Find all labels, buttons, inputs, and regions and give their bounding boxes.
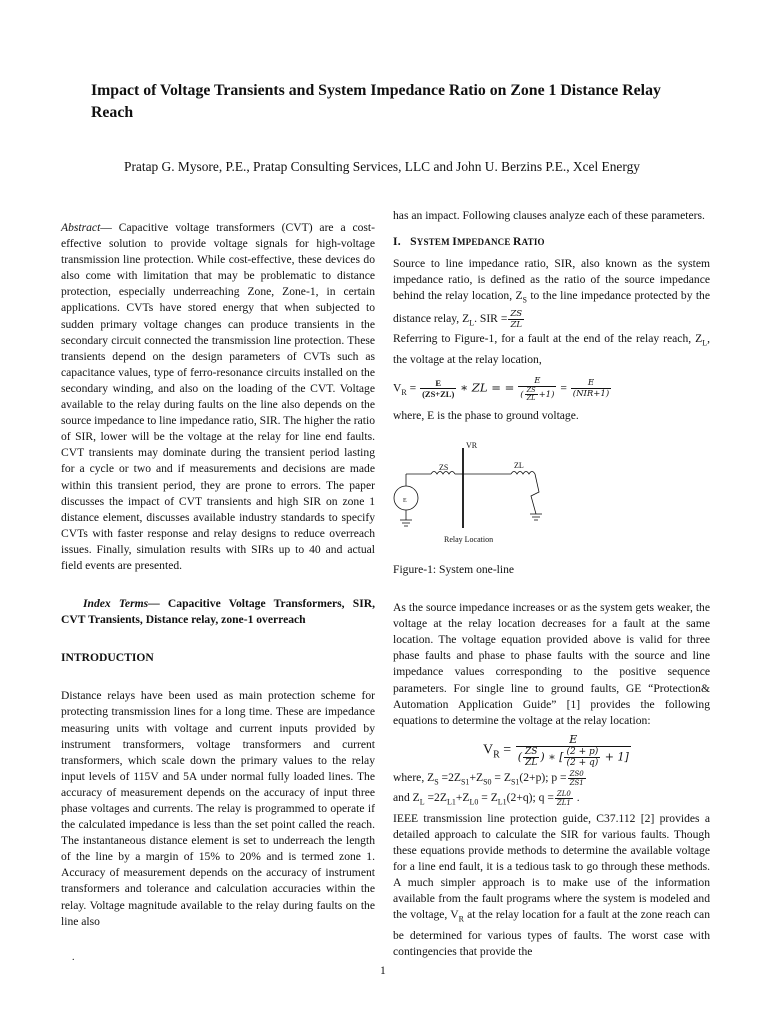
section-heading-part: YSTEM (416, 237, 453, 248)
equals-sign: = (560, 381, 567, 395)
abstract-label: Abstract (61, 221, 101, 234)
index-terms-label: Index Terms (83, 597, 149, 611)
fraction-numerator: ZS (525, 746, 538, 757)
section-heading-part: R (513, 235, 522, 249)
def-text: where, Z (393, 770, 435, 784)
fraction-denominator: ( $\frac{ZS}{ZL}$ ) ∗ [ $\frac{(2 + p)}{(2 + q)}$ + 1] (517, 746, 629, 768)
subscript: S1 (460, 777, 470, 787)
sequence-paragraph: As the source impedance increases or as the system gets weaker, the voltage at the relay location decreases for a fault at the same location. The voltage equation provided above is valid for three phase faults and phase to phase faults with the source and line impedance values corresponding to the positive sequence parameters. For single line to ground faults, GE “Protection& Automation Application Guide” [1] provides the following equations to determine the voltage at the relay location: (393, 601, 710, 727)
subscript: S (522, 295, 527, 305)
equation-fraction (420, 378, 456, 399)
equation-mid: ∗ ZL = = (460, 380, 515, 395)
zl-label: ZL (514, 460, 524, 470)
equation-lhs: V (393, 381, 402, 395)
right-column (393, 208, 710, 960)
subscript: S (434, 777, 439, 787)
subscript: S1 (510, 777, 520, 787)
index-terms-text: Capacitive Voltage Transformers, SIR, CVT Transients, Distance relay, zone-1 overreach (61, 597, 375, 627)
def-text: = Z (491, 770, 511, 784)
def-text: =2Z (438, 770, 461, 784)
p-fraction (568, 770, 586, 787)
index-terms-dash: — (148, 597, 160, 611)
fraction-denominator: ZL (526, 393, 536, 402)
def-text: = Z (478, 791, 498, 805)
voltage-equation: $V_R$ = $\frac{E}{(ZS+ZL)}$ ∗ ZL = = E ( $\frac{ZS}{ZL}$ +1) = $\frac{E}{\text{(NIR+1)}}$ (393, 375, 610, 402)
section-heading-part: S (410, 235, 417, 249)
ieee-paragraph (393, 811, 710, 960)
slg-voltage-equation: $V_R$ = E ( $\frac{ZS}{ZL}$ ) ∗ [ $\frac{(2 + p)}{(2 + q)}$ + 1] (483, 732, 629, 768)
author-line: Pratap G. Mysore, P.E., Pratap Consulting Services, LLC and John U. Berzins P.E., Xcel Energy (124, 159, 640, 174)
section-heading-part: ATIO (521, 237, 545, 248)
fraction-denominator: (2 + q) (566, 757, 599, 768)
introduction-heading: INTRODUCTION (61, 651, 154, 665)
section-number: I. (393, 235, 401, 249)
figure-reference-text (393, 331, 710, 368)
fraction-denominator: ZL1 (556, 799, 571, 808)
abstract-text: Capacitive voltage transformers (CVT) are a cost-effective solution to provide voltage signals for high-voltage transmission line protection. While cost-effective, these devices do also come with limitation that may be problematic to distance protection, especially underreaching Zone, Zone-1, in certain applications. CVTs have stored energy that when subjected to sudden primary voltage changes can produce transients in the secondary circuit connected the transmission line protection. These transients depend on the design parameters of CVTs such as capacitance values, type of ferro-resonance circuits installed on the secondary winding, and also on the loading of the CVT. Voltage available to the relay during faults on the line also depends on the source impedance to line impedance ratio, SIR. The higher the ratio of SIR, lower will be the voltage at the relay for line end faults. CVT transients may dominate during the transient period lasting for a cycle or two and if measurements and decisions are made within this transient period, they are prone to errors. The paper discusses the impact of CVT transients and high SIR on zone 1 distance element, discusses available industry standards to specify CVTs with faster response and relay designs to reduce overreach issues. Finally, simulation results with SIRs up to 40 and actual field events are presented. (61, 221, 375, 572)
subscript: R (401, 387, 407, 397)
fraction-numerator: ZS (510, 308, 523, 319)
index-terms (61, 596, 375, 628)
sir-fraction (508, 309, 524, 330)
fraction-denominator: (ZS+ZL) (422, 389, 455, 400)
def-text: =2Z (424, 791, 447, 805)
def-text: +Z (455, 791, 470, 805)
abstract (61, 220, 375, 574)
subscript: L1 (497, 797, 507, 807)
nested-fraction (523, 747, 539, 768)
source-label: E (403, 497, 407, 504)
continuation-text: has an impact. Following clauses analyze each of these parameters. (393, 209, 705, 222)
fault-symbol (531, 474, 539, 514)
abstract-dash: — (100, 221, 112, 234)
vr-label: VR (466, 440, 478, 450)
equation-fraction (571, 378, 611, 399)
fraction-numerator: E (571, 378, 611, 389)
page-number: 1 (380, 964, 386, 977)
figure-caption: Figure-1: System one-line (393, 562, 515, 576)
fraction-numerator: E (420, 378, 456, 389)
q-fraction (555, 790, 573, 807)
ref-text-a: Referring to Figure-1, for a fault at the end of the relay reach, Z (393, 332, 703, 346)
fraction-tail: + 1] (604, 750, 629, 764)
sir-text-a: Source to line impedance ratio, SIR, also known as the system impedance ratio, is defined as the ratio of the source impedance behind the relay location, Z (393, 257, 710, 303)
fraction-numerator: E (518, 376, 556, 387)
fraction-numerator: ZL0 (556, 790, 571, 799)
relay-location-label: Relay Location (444, 534, 494, 544)
equation-note: where, E is the phase to ground voltage. (393, 408, 579, 422)
paper-title: Impact of Voltage Transients and System Impedance Ratio on Zone 1 Distance Relay Reach (91, 82, 661, 121)
ieee-text-b: at the relay location for a fault at the zone reach can be determined for various types of faults. The worst case with contingencies that provide the (393, 908, 710, 958)
one-line-diagram (393, 428, 710, 556)
fraction-denominator: ZS1 (569, 778, 584, 787)
fraction-numerator: (2 + p) (566, 746, 599, 757)
def-text: (2+q); q = (506, 791, 554, 805)
sir-text-b: to the line impedance protected by the distance relay, Z (393, 289, 710, 325)
nested-fraction (525, 387, 538, 402)
fraction-denominator: ZL (525, 757, 538, 768)
system-one-line-figure (393, 428, 710, 556)
fraction-numerator: E (516, 733, 631, 747)
section-heading (393, 234, 710, 250)
fraction-numerator: ZS0 (569, 769, 584, 778)
fraction-numerator: ZS (526, 385, 536, 394)
def-text: . (573, 791, 580, 805)
def-text: +Z (469, 770, 484, 784)
subscript: L0 (469, 797, 479, 807)
subscript: L (469, 318, 475, 328)
ref-text-b: , the voltage at the relay location, (393, 332, 710, 366)
def-text: and Z (393, 791, 420, 805)
subscript: S0 (483, 777, 492, 787)
zs-definition (393, 770, 710, 791)
ieee-text-a: IEEE transmission line protection guide, C37.112 [2] provides a detailed approach to calculate the SIR for various faults. Though these equations provide methods to determine the available voltage for a line end fault, it is a tedious task to go through these methods. A much simpler approach is to make use of the information available from the fault programs where the system is modeled and the voltage, V (393, 811, 710, 922)
equation-lhs: V (483, 742, 494, 758)
subscript: L (419, 797, 425, 807)
fraction-denominator: ZL (510, 319, 522, 330)
subscript: R (458, 914, 464, 924)
nested-fraction (564, 747, 600, 768)
left-column (61, 220, 375, 930)
subscript: L (702, 338, 708, 348)
fraction-tail: +1 (538, 389, 552, 400)
subscript: R (493, 749, 500, 761)
footer-dot: . (72, 952, 75, 963)
fraction-denominator: ( $\frac{ZS}{ZL}$ +1) (520, 385, 555, 402)
equation-fraction (518, 376, 556, 402)
introduction-text: Distance relays have been used as main protection scheme for protecting transmission lines for a long time. These are impedance measuring units with voltage and current inputs provided by instrument transformers, voltage transformers and current transformers, which scale down the primary values to the relay input levels of 115V and 5A under normal fully loaded lines. The accuracy of measurement depends on the accuracy of input three phase voltages and currents. The relay is programmed to operate if the calculated impedance is less than the set point called the reach. The instantaneous distance element is set to underreach the length of the line by a margin of 15% to 20% and is termed zone 1. Accuracy of measurement depends on the accuracy of instrument transformers and tolerance and calculation accuracies within the relay. Voltage magnitude available to the relay during faults on the line also (61, 689, 375, 928)
zs-label: ZS (439, 462, 449, 472)
zl-definition (393, 790, 710, 811)
equation-mid: ∗ [ (548, 750, 564, 764)
subscript: L1 (446, 797, 456, 807)
section-heading-part: I (452, 235, 457, 249)
section-heading-part: MPEDANCE (456, 237, 513, 248)
def-text: (2+p); p = (519, 770, 567, 784)
fraction-denominator: (NIR+1) (572, 389, 610, 400)
equation-fraction (516, 733, 631, 768)
sir-definition (393, 256, 710, 331)
sir-text-c: . SIR = (474, 311, 508, 325)
